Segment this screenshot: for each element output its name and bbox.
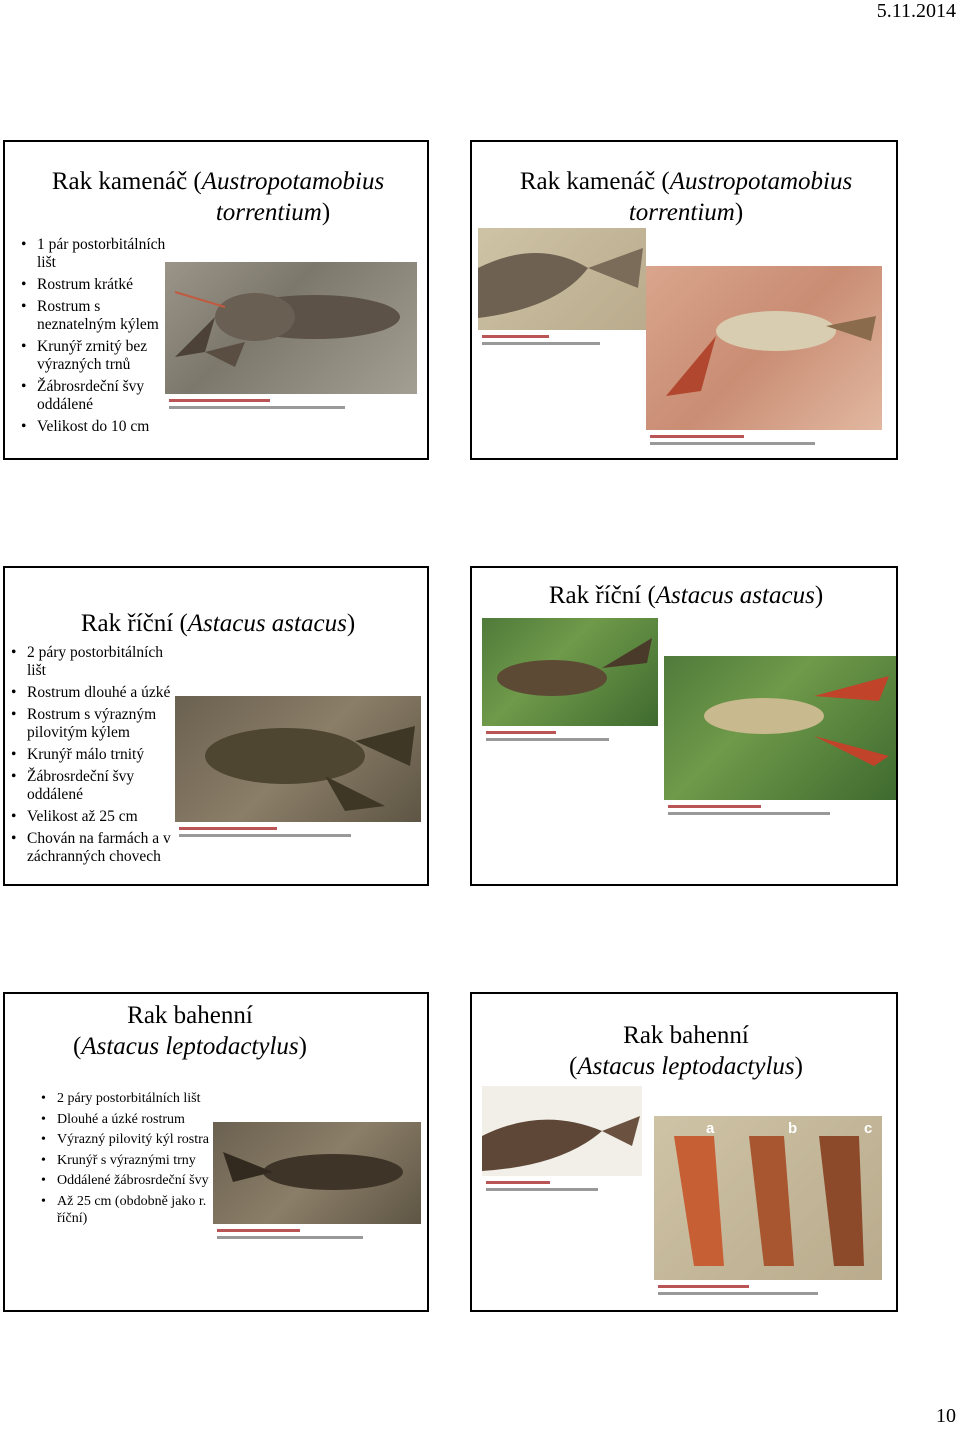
slide-title: Rak kamenáč (Austropotamobius torrentium) <box>51 168 385 226</box>
crayfish-photo <box>213 1122 421 1246</box>
claw-label-c: c <box>864 1120 873 1137</box>
list-item: • Až 25 cm (obdobně jako r. říční) <box>39 1193 217 1228</box>
list-item: • Výrazný pilovitý kýl rostra <box>39 1131 217 1149</box>
list-item: • Žábrosrdeční švy oddálené <box>19 378 179 414</box>
slide-title: Rak kamenáč (Austropotamobius torrentium) <box>519 168 853 226</box>
crayfish-top-photo <box>482 618 658 748</box>
list-item: • 2 páry postorbitálních lišt <box>9 644 179 680</box>
slide-4 <box>470 566 898 886</box>
bullet-list <box>19 236 179 440</box>
slide-3 <box>3 566 429 886</box>
list-item: • Rostrum s výrazným pilovitým kýlem <box>9 706 179 742</box>
slide-2 <box>470 140 898 460</box>
list-item: • Rostrum dlouhé a úzké <box>9 684 179 702</box>
crayfish-head-photo <box>478 228 646 352</box>
list-item: • Rostrum s neznatelným kýlem <box>19 298 179 334</box>
bullet-list <box>9 644 179 870</box>
slide-title: Rak bahenní (Astacus leptodactylus) <box>73 1002 307 1060</box>
list-item: • Velikost až 25 cm <box>9 808 179 826</box>
list-item: • 2 páry postorbitálních lišt <box>39 1090 217 1108</box>
list-item: • Velikost do 10 cm <box>19 418 179 436</box>
list-item: • Krunýř málo trnitý <box>9 746 179 764</box>
crayfish-underside-photo <box>664 656 896 822</box>
slide-5 <box>3 992 429 1312</box>
list-item: • Krunýř s výraznými trny <box>39 1152 217 1170</box>
header-date: 5.11.2014 <box>876 0 956 22</box>
list-item: • Chován na farmách a v záchranných chovech <box>9 830 179 866</box>
bullet-list <box>39 1090 217 1231</box>
crayfish-photo <box>175 696 421 844</box>
slide-title: Rak bahenní (Astacus leptodactylus) <box>569 1022 803 1080</box>
list-item: • Oddálené žábrosrdeční švy <box>39 1172 217 1190</box>
page-number: 10 <box>936 1405 956 1427</box>
crayfish-underside-photo <box>646 266 882 452</box>
claw-label-a: a <box>706 1120 715 1137</box>
claw-label-b: b <box>788 1120 798 1137</box>
list-item: • Žábrosrdeční švy oddálené <box>9 768 179 804</box>
list-item: • Rostrum krátké <box>19 276 179 294</box>
list-item: • Dlouhé a úzké rostrum <box>39 1111 217 1129</box>
slide-6 <box>470 992 898 1312</box>
claw-comparison-photo <box>654 1116 882 1302</box>
crayfish-head-photo <box>482 1086 642 1198</box>
slide-title: Rak říční (Astacus astacus) <box>548 582 824 609</box>
crayfish-photo <box>165 262 417 416</box>
list-item: • 1 pár postorbitálních lišt <box>19 236 179 272</box>
list-item: • Krunýř zrnitý bez výrazných trnů <box>19 338 179 374</box>
slide-1 <box>3 140 429 460</box>
slide-title: Rak říční (Astacus astacus) <box>80 610 356 637</box>
